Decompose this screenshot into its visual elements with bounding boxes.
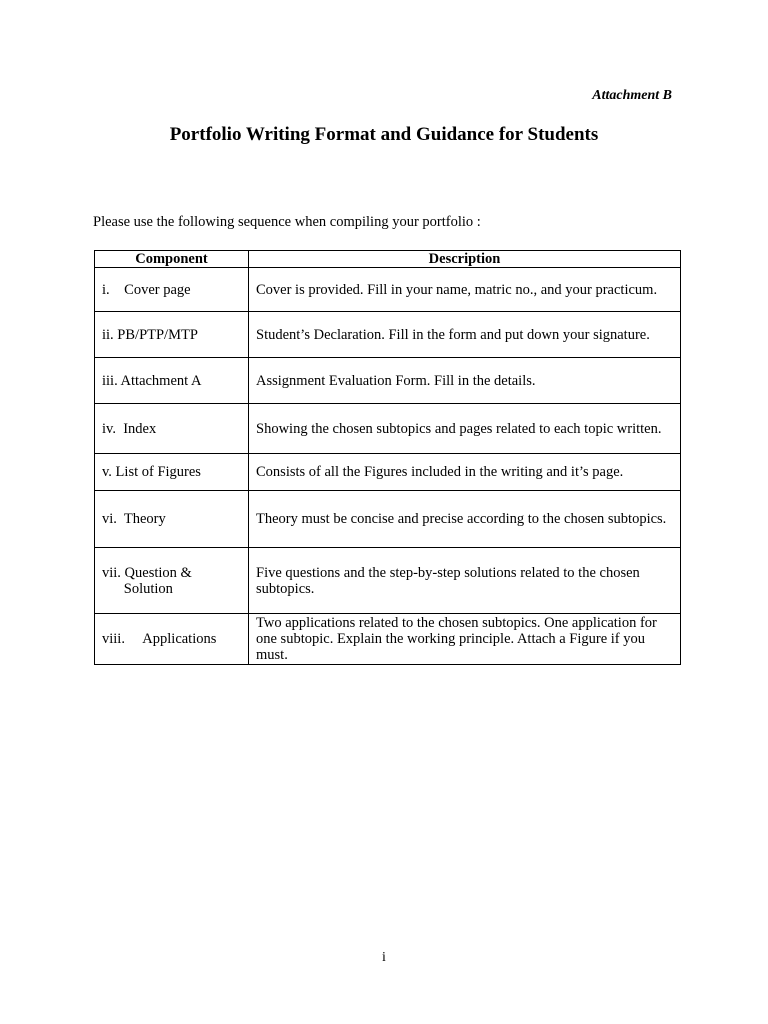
table-row — [95, 614, 681, 665]
component-cell: ii. PB/PTP/MTP — [95, 312, 249, 358]
component-cell: vi. Theory — [95, 491, 249, 548]
table-header-row — [95, 251, 681, 268]
page-number: i — [382, 950, 386, 965]
portfolio-table — [94, 250, 681, 665]
column-header-description: Description — [249, 251, 681, 268]
description-cell: Student’s Declaration. Fill in the form and put down your signature. — [249, 312, 681, 358]
table-row — [95, 491, 681, 548]
table-row — [95, 268, 681, 312]
attachment-label: Attachment B — [592, 88, 672, 103]
component-cell: viii. Applications — [95, 614, 249, 665]
description-cell: Two applications related to the chosen subtopics. One application for one subtopic. Explain the working principle. Attach a Figure if you must. — [249, 614, 681, 665]
description-cell: Consists of all the Figures included in the writing and it’s page. — [249, 454, 681, 491]
column-header-component: Component — [95, 251, 249, 268]
description-cell: Assignment Evaluation Form. Fill in the details. — [249, 358, 681, 404]
description-cell: Showing the chosen subtopics and pages related to each topic written. — [249, 404, 681, 454]
table-row — [95, 312, 681, 358]
description-cell: Five questions and the step-by-step solutions related to the chosen subtopics. — [249, 548, 681, 614]
document-title: Portfolio Writing Format and Guidance for Students — [169, 124, 599, 145]
component-cell: iv. Index — [95, 404, 249, 454]
table-row — [95, 548, 681, 614]
table-row — [95, 404, 681, 454]
table-row — [95, 358, 681, 404]
description-cell: Theory must be concise and precise according to the chosen subtopics. — [249, 491, 681, 548]
table-row — [95, 454, 681, 491]
intro-text: Please use the following sequence when compiling your portfolio : — [93, 214, 481, 230]
description-cell: Cover is provided. Fill in your name, matric no., and your practicum. — [249, 268, 681, 312]
component-cell: v. List of Figures — [95, 454, 249, 491]
component-cell: vii. Question & Solution — [95, 548, 249, 614]
component-cell: iii. Attachment A — [95, 358, 249, 404]
component-cell: i. Cover page — [95, 268, 249, 312]
